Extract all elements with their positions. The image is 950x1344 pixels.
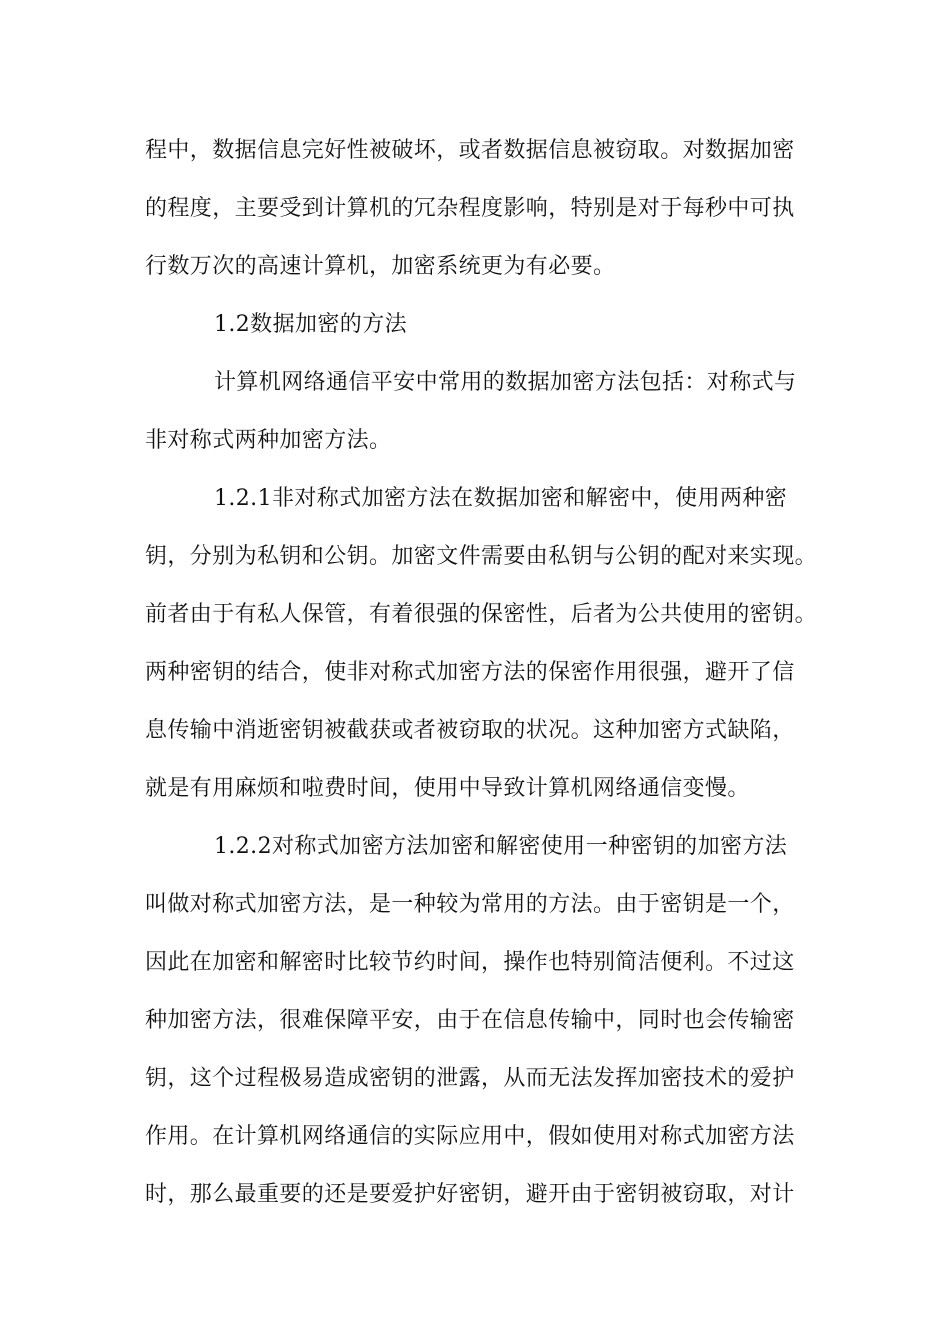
text-line: 叫做对称式加密方法，是一种较为常用的方法。由于密钥是一个， [145, 892, 795, 917]
text-line: 就是有用麻烦和啦费时间，使用中导致计算机网络通信变慢。 [145, 776, 750, 801]
subsection-paragraph-start: 1.2.1非对称式加密方法在数据加密和解密中，使用两种密 [214, 486, 788, 511]
text-line: 因此在加密和解密时比较节约时间，操作也特别简洁便利。不过这 [145, 950, 795, 975]
text-line: 非对称式两种加密方法。 [145, 428, 392, 453]
text-line: 两种密钥的结合，使非对称式加密方法的保密作用很强，避开了信 [145, 660, 795, 685]
text-line: 息传输中消逝密钥被截获或者被窃取的状况。这种加密方式缺陷， [145, 718, 795, 743]
text-line: 前者由于有私人保管，有着很强的保密性，后者为公共使用的密钥。 [145, 602, 818, 627]
text-line: 时，那么最重要的还是要爱护好密钥，避开由于密钥被窃取，对计 [145, 1182, 795, 1207]
text-line: 作用。在计算机网络通信的实际应用中，假如使用对称式加密方法 [145, 1124, 795, 1149]
subsection-paragraph-start: 1.2.2对称式加密方法加密和解密使用一种密钥的加密方法 [214, 834, 788, 859]
text-line: 行数万次的高速计算机，加密系统更为有必要。 [145, 254, 616, 279]
text-line: 计算机网络通信平安中常用的数据加密方法包括：对称式与 [214, 370, 797, 395]
text-line: 程中，数据信息完好性被破坏，或者数据信息被窃取。对数据加密 [145, 138, 795, 163]
text-line: 的程度，主要受到计算机的冗杂程度影响，特别是对于每秒中可执 [145, 196, 795, 221]
text-line: 钥，分别为私钥和公钥。加密文件需要由私钥与公钥的配对来实现。 [145, 544, 818, 569]
text-line: 种加密方法，很难保障平安，由于在信息传输中，同时也会传输密 [145, 1008, 795, 1033]
section-heading: 1.2数据加密的方法 [214, 312, 407, 337]
text-line: 钥，这个过程极易造成密钥的泄露，从而无法发挥加密技术的爱护 [145, 1066, 795, 1091]
